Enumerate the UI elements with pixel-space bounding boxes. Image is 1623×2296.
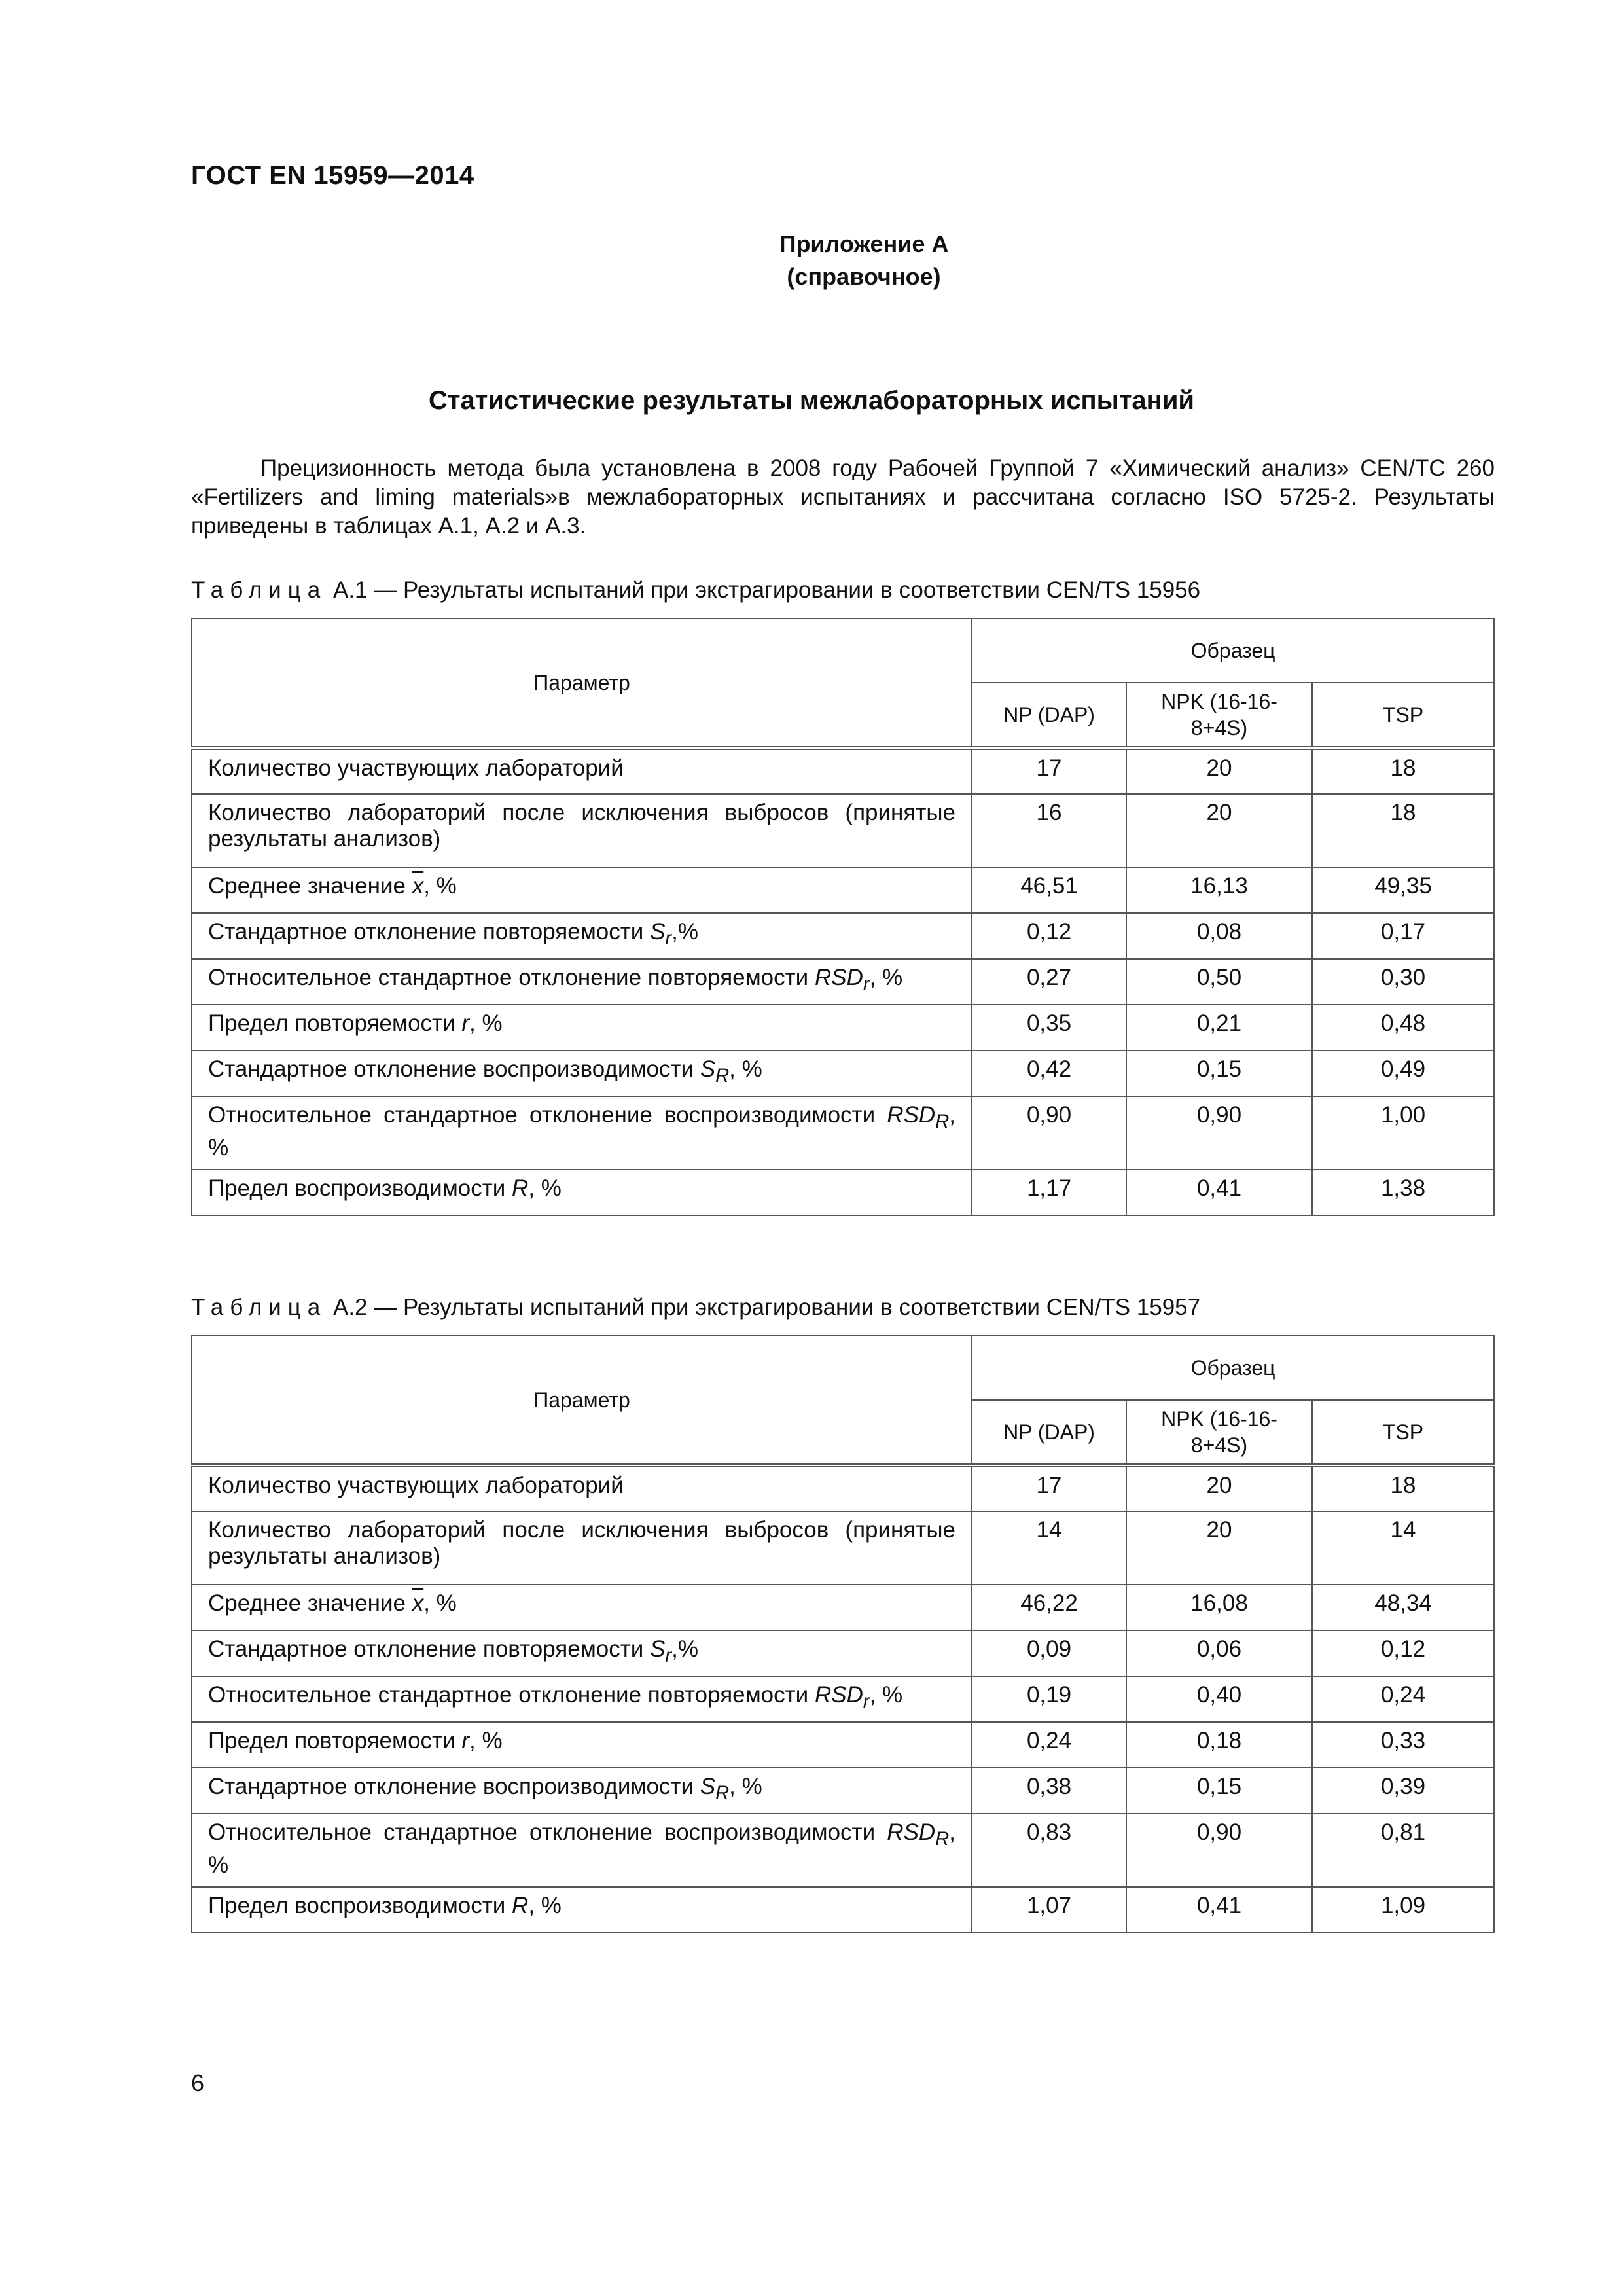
parameter-suffix: , % xyxy=(729,1774,762,1799)
value-cell: 0,21 xyxy=(1126,1005,1312,1050)
table-word: Таблица xyxy=(191,577,327,603)
value-cell: 0,42 xyxy=(972,1050,1126,1096)
value-cell: 0,24 xyxy=(972,1722,1126,1768)
value-cell: 46,51 xyxy=(972,867,1126,913)
column-header: TSP xyxy=(1312,683,1494,748)
value-cell: 0,12 xyxy=(1312,1630,1494,1676)
parameter-suffix: , % xyxy=(528,1175,562,1201)
value-cell: 0,15 xyxy=(1126,1768,1312,1814)
table-row xyxy=(192,1511,1494,1585)
value-cell: 49,35 xyxy=(1312,867,1494,913)
value-cell: 16 xyxy=(972,794,1126,867)
section-title: Статистические результаты межлабораторных испытаний xyxy=(428,386,1195,415)
annex-title: Приложение А xyxy=(779,230,949,257)
symbol-subscript: R xyxy=(935,1829,950,1850)
symbol-text: $\overline{x}$ xyxy=(412,873,424,899)
value-cell: 18 xyxy=(1312,1465,1494,1511)
results-table-a1 xyxy=(191,618,1495,1216)
parameter-suffix: , % xyxy=(469,1011,503,1036)
parameter-suffix: , % xyxy=(469,1728,503,1753)
symbol-text: RSD xyxy=(887,1820,936,1845)
parameter-cell xyxy=(192,1096,972,1170)
table-row xyxy=(192,748,1494,794)
annex-heading xyxy=(0,228,1623,293)
value-cell: 0,30 xyxy=(1312,959,1494,1005)
symbol-text: R xyxy=(512,1175,529,1201)
value-cell: 17 xyxy=(972,1465,1126,1511)
value-cell: 0,41 xyxy=(1126,1887,1312,1933)
parameter-cell xyxy=(192,1768,972,1814)
symbol-text: RSD xyxy=(887,1102,936,1128)
value-cell: 0,41 xyxy=(1126,1170,1312,1215)
parameter-cell xyxy=(192,1814,972,1887)
parameter-text: Предел воспроизводимости xyxy=(208,1893,512,1918)
value-cell: 0,09 xyxy=(972,1630,1126,1676)
symbol-subscript: R xyxy=(715,1783,730,1804)
value-cell: 0,19 xyxy=(972,1676,1126,1722)
value-cell: 1,00 xyxy=(1312,1096,1494,1170)
parameter-suffix: , % xyxy=(423,873,457,899)
value-cell: 0,38 xyxy=(972,1768,1126,1814)
value-cell: 0,08 xyxy=(1126,913,1312,959)
parameter-text: Относительное стандартное отклонение воспроизводимости xyxy=(208,1820,876,1845)
value-cell: 18 xyxy=(1312,794,1494,867)
value-cell: 17 xyxy=(972,748,1126,794)
document-designation: ГОСТ EN 15959—2014 xyxy=(191,161,474,190)
parameter-text: Стандартное отклонение воспроизводимости xyxy=(208,1774,700,1799)
value-cell: 0,40 xyxy=(1126,1676,1312,1722)
table-word: Таблица xyxy=(191,1295,327,1320)
parameter-cell xyxy=(192,1722,972,1768)
value-cell: 0,27 xyxy=(972,959,1126,1005)
value-cell: 20 xyxy=(1126,1465,1312,1511)
table-row xyxy=(192,1814,1494,1887)
table-row xyxy=(192,1050,1494,1096)
table-caption-text: А.1 — Результаты испытаний при экстрагировании в соответствии CEN/TS 15956 xyxy=(332,577,1201,603)
symbol-text: r xyxy=(461,1011,470,1036)
table-row xyxy=(192,913,1494,959)
table-row xyxy=(192,1887,1494,1933)
table-row xyxy=(192,1465,1494,1511)
symbol-subscript: r xyxy=(863,1691,870,1712)
symbol-text: S xyxy=(650,919,666,944)
column-header: TSP xyxy=(1312,1400,1494,1465)
value-cell: 0,90 xyxy=(1126,1096,1312,1170)
value-cell: 0,90 xyxy=(1126,1814,1312,1887)
value-cell: 0,18 xyxy=(1126,1722,1312,1768)
sample-header: Образец xyxy=(972,619,1494,683)
symbol-subscript: R xyxy=(715,1066,730,1086)
table-caption xyxy=(191,577,1200,603)
parameter-cell xyxy=(192,1005,972,1050)
value-cell: 46,22 xyxy=(972,1585,1126,1630)
parameter-header: Параметр xyxy=(192,1336,972,1465)
parameter-cell xyxy=(192,1170,972,1215)
parameter-text: Относительное стандартное отклонение повторяемости xyxy=(208,1682,815,1708)
value-cell: 14 xyxy=(1312,1511,1494,1585)
results-table-a2 xyxy=(191,1335,1495,1933)
value-cell: 16,08 xyxy=(1126,1585,1312,1630)
symbol-text: S xyxy=(700,1774,716,1799)
table-row xyxy=(192,1676,1494,1722)
symbol-text: R xyxy=(512,1893,529,1918)
parameter-text: Стандартное отклонение повторяемости xyxy=(208,919,651,944)
value-cell: 48,34 xyxy=(1312,1585,1494,1630)
parameter-text: Среднее значение xyxy=(208,873,412,899)
parameter-cell xyxy=(192,794,972,867)
annex-status: (справочное) xyxy=(787,263,941,290)
value-cell: 18 xyxy=(1312,748,1494,794)
parameter-text: Предел повторяемости xyxy=(208,1011,462,1036)
parameter-text: Количество участвующих лабораторий xyxy=(208,1473,624,1498)
parameter-suffix: , % xyxy=(528,1893,562,1918)
column-header: NP (DAP) xyxy=(972,683,1126,748)
value-cell: 16,13 xyxy=(1126,867,1312,913)
parameter-suffix: , % xyxy=(208,1102,955,1160)
parameter-suffix: , % xyxy=(423,1590,457,1616)
symbol-subscript: R xyxy=(935,1111,950,1132)
table-caption-text: А.2 — Результаты испытаний при экстрагировании в соответствии CEN/TS 15957 xyxy=(332,1295,1201,1320)
value-cell: 0,15 xyxy=(1126,1050,1312,1096)
value-cell: 1,38 xyxy=(1312,1170,1494,1215)
value-cell: 0,48 xyxy=(1312,1005,1494,1050)
parameter-text: Относительное стандартное отклонение повторяемости xyxy=(208,965,815,990)
parameter-text: Предел воспроизводимости xyxy=(208,1175,512,1201)
symbol-text: r xyxy=(461,1728,470,1753)
parameter-suffix: ,% xyxy=(671,919,698,944)
parameter-header: Параметр xyxy=(192,619,972,748)
parameter-text: Количество лабораторий после исключения выбросов (принятые результаты анализов) xyxy=(208,1517,955,1569)
table-row xyxy=(192,794,1494,867)
value-cell: 0,50 xyxy=(1126,959,1312,1005)
parameter-suffix: , % xyxy=(869,965,903,990)
table-row xyxy=(192,1768,1494,1814)
value-cell: 0,83 xyxy=(972,1814,1126,1887)
table-row xyxy=(192,1630,1494,1676)
value-cell: 0,90 xyxy=(972,1096,1126,1170)
symbol-text: S xyxy=(700,1056,716,1082)
parameter-text: Количество лабораторий после исключения выбросов (принятые результаты анализов) xyxy=(208,800,955,852)
value-cell: 0,06 xyxy=(1126,1630,1312,1676)
value-cell: 14 xyxy=(972,1511,1126,1585)
parameter-cell xyxy=(192,1585,972,1630)
parameter-suffix: , % xyxy=(869,1682,903,1708)
value-cell: 0,12 xyxy=(972,913,1126,959)
parameter-text: Стандартное отклонение воспроизводимости xyxy=(208,1056,700,1082)
value-cell: 1,07 xyxy=(972,1887,1126,1933)
value-cell: 20 xyxy=(1126,1511,1312,1585)
parameter-text: Стандартное отклонение повторяемости xyxy=(208,1636,651,1662)
symbol-text: RSD xyxy=(814,1682,863,1708)
value-cell: 0,39 xyxy=(1312,1768,1494,1814)
parameter-cell xyxy=(192,1465,972,1511)
symbol-subscript: r xyxy=(863,974,870,995)
parameter-cell xyxy=(192,1887,972,1933)
table-row xyxy=(192,1170,1494,1215)
parameter-cell xyxy=(192,913,972,959)
table-row xyxy=(192,867,1494,913)
parameter-cell xyxy=(192,748,972,794)
value-cell: 1,17 xyxy=(972,1170,1126,1215)
column-header: NPK (16-16-8+4S) xyxy=(1126,1400,1312,1465)
table-row xyxy=(192,1585,1494,1630)
value-cell: 20 xyxy=(1126,748,1312,794)
parameter-cell xyxy=(192,1676,972,1722)
value-cell: 0,24 xyxy=(1312,1676,1494,1722)
table-row xyxy=(192,1096,1494,1170)
parameter-cell xyxy=(192,1050,972,1096)
parameter-text: Предел повторяемости xyxy=(208,1728,462,1753)
parameter-cell xyxy=(192,1511,972,1585)
table-row xyxy=(192,959,1494,1005)
parameter-cell xyxy=(192,867,972,913)
symbol-text: S xyxy=(650,1636,666,1662)
parameter-suffix: ,% xyxy=(671,1636,698,1662)
table-caption xyxy=(191,1295,1200,1321)
symbol-text: $\overline{x}$ xyxy=(412,1590,424,1616)
column-header: NP (DAP) xyxy=(972,1400,1126,1465)
value-cell: 20 xyxy=(1126,794,1312,867)
value-cell: 1,09 xyxy=(1312,1887,1494,1933)
symbol-subscript: r xyxy=(665,928,672,949)
parameter-text: Количество участвующих лабораторий xyxy=(208,755,624,781)
column-header: NPK (16-16-8+4S) xyxy=(1126,683,1312,748)
parameter-text: Относительное стандартное отклонение воспроизводимости xyxy=(208,1102,876,1128)
value-cell: 0,33 xyxy=(1312,1722,1494,1768)
table-row xyxy=(192,1722,1494,1768)
parameter-cell xyxy=(192,959,972,1005)
value-cell: 0,35 xyxy=(972,1005,1126,1050)
value-cell: 0,81 xyxy=(1312,1814,1494,1887)
intro-paragraph: Прецизионность метода была установлена в 2008 году Рабочей Группой 7 «Химический анализ» CEN/TC 260 «Fertilizers and liming materials»в межлабораторных испытаниях и рассчитана согласно ISO 5725-2. Результаты приведены в таблицах А.1, А.2 и А.3. xyxy=(191,456,1495,539)
symbol-subscript: r xyxy=(665,1645,672,1666)
value-cell: 0,49 xyxy=(1312,1050,1494,1096)
sample-header: Образец xyxy=(972,1336,1494,1400)
symbol-text: RSD xyxy=(814,965,863,990)
parameter-cell xyxy=(192,1630,972,1676)
parameter-suffix: , % xyxy=(729,1056,762,1082)
parameter-suffix: , % xyxy=(208,1820,955,1878)
parameter-text: Среднее значение xyxy=(208,1590,412,1616)
page-number: 6 xyxy=(191,2070,205,2096)
value-cell: 0,17 xyxy=(1312,913,1494,959)
table-row xyxy=(192,1005,1494,1050)
